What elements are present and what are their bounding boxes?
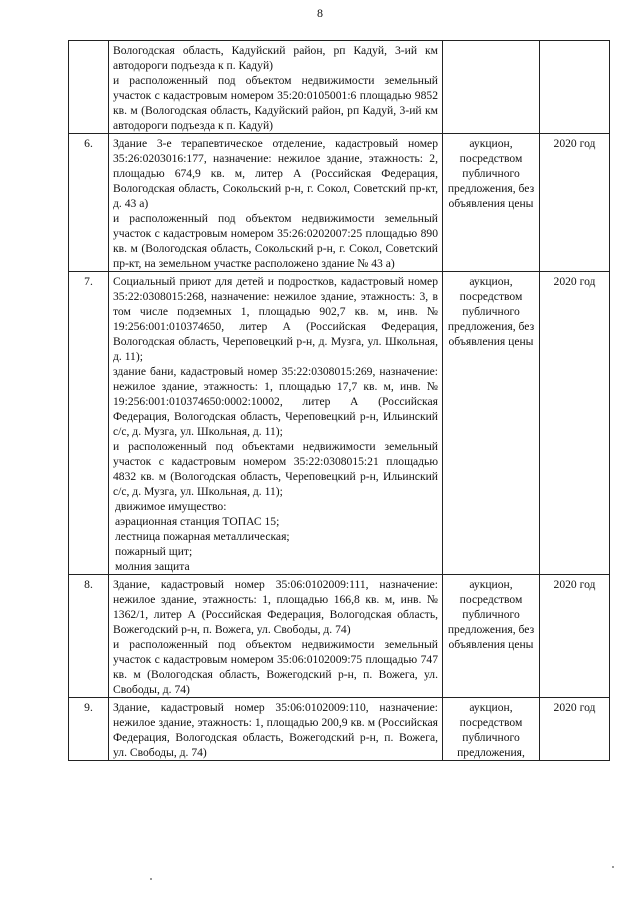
sale-year: 2020 год	[540, 134, 610, 272]
sale-year	[540, 41, 610, 134]
sale-year: 2020 год	[540, 272, 610, 575]
sale-method: аукцион, посредством публичного предложения, без объявления цены	[443, 272, 540, 575]
row-number: 7.	[69, 272, 109, 575]
description-paragraph: Вологодская область, Кадуйский район, рп Кадуй, 3-ий км автодороги подъезда к п. Кадуй)	[113, 44, 438, 72]
movable-property-item: пожарный щит;	[115, 545, 193, 558]
movable-property-item: лестница пожарная металлическая;	[115, 530, 290, 543]
description-paragraph: Социальный приют для детей и подростков, кадастровый номер 35:22:0308015:268, назначение: нежилое здание, этажность: 3, в том числе подземных 1, площадью 902,7 кв. м, инв. № 19:256:001:010374650, литер А (Российская Федерация, Вологодская область, Череповецкий р-н, д. Музга, ул. Школьная, д. 11);	[113, 275, 438, 363]
description-paragraph: Здание, кадастровый номер 35:06:0102009:111, назначение: нежилое здание, этажность: 1, площадью 166,8 кв. м, инв. № 1362/1, литер А (Российская Федерация, Вологодская область, Вожегодский р-н, п. Вожега, ул. Свободы, д. 74)	[113, 578, 438, 636]
sale-year: 2020 год	[540, 698, 610, 761]
table-row	[69, 134, 610, 272]
movable-property-heading: движимое имущество:	[115, 500, 227, 513]
table-row	[69, 698, 610, 761]
table-row	[69, 575, 610, 698]
sale-method: аукцион, посредством публичного предложения, без объявления цены	[443, 575, 540, 698]
description-paragraph: и расположенный под объектом недвижимости земельный участок с кадастровым номером 35:20:0105001:6 площадью 9852 кв. м (Вологодская область, Кадуйский район, рп Кадуй, 3-ий км автодороги подъезда к п. Кадуй)	[113, 74, 438, 132]
table-row	[69, 41, 610, 134]
property-description	[109, 41, 443, 134]
scan-speck	[612, 866, 614, 868]
sale-year: 2020 год	[540, 575, 610, 698]
property-description	[109, 575, 443, 698]
description-paragraph: и расположенный под объектом недвижимости земельный участок с кадастровым номером 35:26:0202007:25 площадью 890 кв. м (Вологодская область, Сокольский р-н, г. Сокол, Советский пр-кт, на земельном участке расположено здание № 43 а)	[113, 212, 438, 270]
description-paragraph: Здание 3-е терапевтическое отделение, кадастровый номер 35:26:0203016:177, назначение: нежилое здание, этажность: 2, площадью 674,9 кв. м, литер А (Российская Федерация, Вологодская область, Сокольский р-н, г. Сокол, Советский пр-кт, д. 43 а)	[113, 137, 438, 210]
row-number: 6.	[69, 134, 109, 272]
row-number	[69, 41, 109, 134]
description-paragraph: Здание, кадастровый номер 35:06:0102009:110, назначение: нежилое здание, этажность: 1, площадью 200,9 кв. м (Российская Федерация, Вологодская область, Вожегодский р-н, п. Вожега, ул. Свободы, д. 74)	[113, 701, 438, 759]
description-paragraph: и расположенный под объектами недвижимости земельный участок с кадастровым номером 35:22:0308015:21 площадью 4832 кв. м (Вологодская область, Череповецкий р-н, Ильинский с/с, д. Музга, ул. Школьная, д. 11);	[113, 440, 438, 498]
sale-method: аукцион, посредством публичного предложения, без объявления цены	[443, 134, 540, 272]
row-number: 9.	[69, 698, 109, 761]
page-number: 8	[317, 6, 323, 20]
sale-method	[443, 41, 540, 134]
movable-property-item: молния защита	[115, 560, 190, 573]
description-paragraph: и расположенный под объектом недвижимости земельный участок с кадастровым номером 35:06:0102009:75 площадью 747 кв. м (Вологодская область, Вожегодский р-н, п. Вожега, ул. Свободы, д. 74)	[113, 638, 438, 696]
property-description	[109, 272, 443, 575]
movable-property-item: аэрационная станция ТОПАС 15;	[115, 515, 280, 528]
sale-method: аукцион, посредством публичного предложения,	[443, 698, 540, 761]
scan-speck	[150, 878, 152, 880]
property-description	[109, 134, 443, 272]
description-paragraph: здание бани, кадастровый номер 35:22:0308015:269, назначение: нежилое здание, этажность: 1, площадью 17,7 кв. м, инв. № 19:256:001:010374650:0002:10002, литер А (Российская Федерация, Вологодская область, Череповецкий р-н, Ильинский с/с, д. Музга, ул. Школьная, д. 11);	[113, 365, 438, 438]
movable-property-list	[113, 499, 438, 574]
table-row	[69, 272, 610, 575]
property-table	[68, 40, 610, 761]
row-number: 8.	[69, 575, 109, 698]
property-description	[109, 698, 443, 761]
